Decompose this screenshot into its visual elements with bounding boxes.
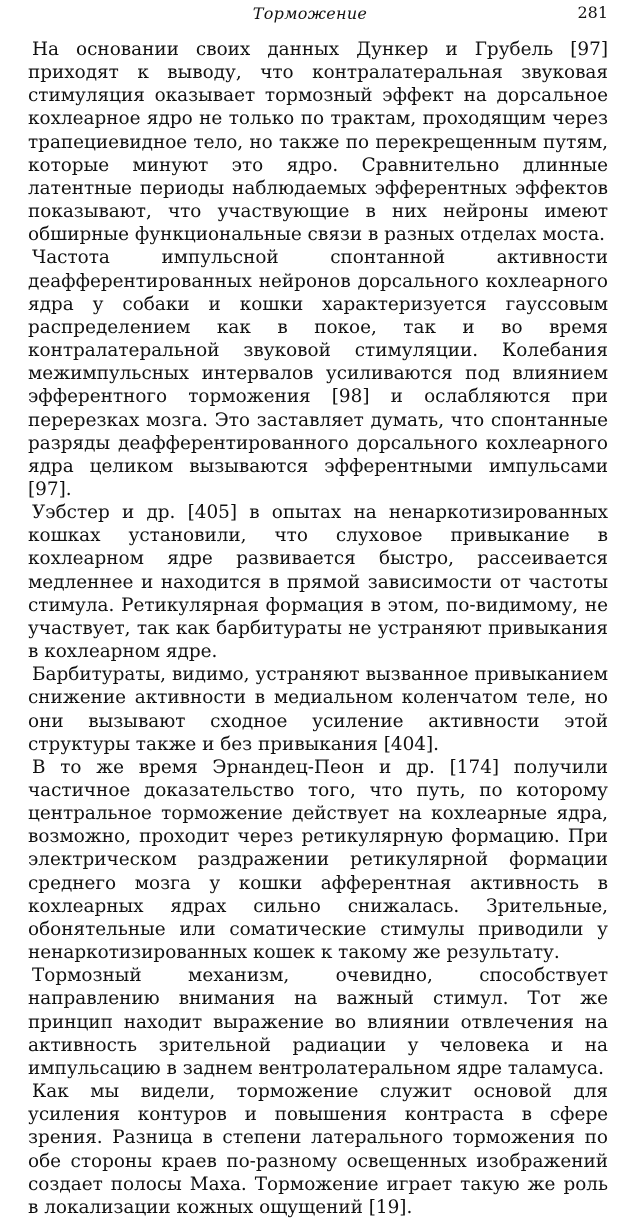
paragraph-1: На основании своих данных Дункер и Грубель [97] приходят к выводу, что контралатеральная звуковая стимуляция оказывает тормозный эффект на дорсальное кохлеарное ядро не только по трактам, проходящим через трапециевидное тело, но также по перекрещенным путям, которые минуют это ядро. Сравнительно длинные латентные периоды наблюдаемых эфферентных эффектов показывают, что участвующие в них нейроны имеют обширные функциональные связи в разных отделах моста. <box>28 39 608 246</box>
paragraph-7: Как мы видели, торможение служит основой для усиления контуров и повышения контраста в сфере зрения. Разница в степени латерального торможения по обе стороны краев по-разному освещенных изображений создает полосы Маха. Торможение играет такую же роль в локализации кожных ощущений [19]. <box>28 1081 608 1218</box>
page-number: 281 <box>577 3 608 22</box>
body-text <box>28 38 608 1219</box>
paragraph-2: Частота импульсной спонтанной активности деафферентированных нейронов дорсального кохлеарного ядра у собаки и кошки характеризуется гауссовым распределением как в покое, так и во время контралатеральной звуковой стимуляции. Колебания межимпульсных интервалов усиливаются под влиянием эфферентного торможения [98] и ослабляются при перерезках мозга. Это заставляет думать, что спонтанные разряды деафферентированного дорсального кохлеарного ядра целиком вызываются эфферентными импульсами [97]. <box>28 247 608 500</box>
page-header <box>0 0 620 30</box>
paragraph-4: Барбитураты, видимо, устраняют вызванное привыканием снижение активности в медиальном коленчатом теле, но они вызывают сходное усиление активности этой структуры также и без привыкания [404]. <box>28 664 608 755</box>
paragraph-6: Тормозный механизм, очевидно, способствует направлению внимания на важный стимул. Тот же принцип находит выражение во влиянии отвлечения на активность зрительной радиации у человека и на импульсацию в заднем вентролатеральном ядре таламуса. <box>28 965 608 1079</box>
paragraph-5: В то же время Эрнандец-Пеон и др. [174] получили частичное доказательство того, что путь, по которому центральное торможение действует на кохлеарные ядра, возможно, проходит через ретикулярную формацию. При электрическом раздражении ретикулярной формации среднего мозга у кошки афферентная активность в кохлеарных ядрах сильно снижалась. Зрительные, обонятельные или соматические стимулы приводили у ненаркотизированных кошек к такому же результату. <box>28 756 608 964</box>
paragraph-3: Уэбстер и др. [405] в опытах на ненаркотизированных кошках установили, что слуховое привыкание в кохлеарном ядре развивается быстро, рассеивается медленнее и находится в прямой зависимости от частоты стимула. Ретикулярная формация в этом, по-видимому, не участвует, так как барбитураты не устраняют привыкания в кохлеарном ядре. <box>28 502 608 663</box>
running-title: Торможение <box>252 4 368 23</box>
